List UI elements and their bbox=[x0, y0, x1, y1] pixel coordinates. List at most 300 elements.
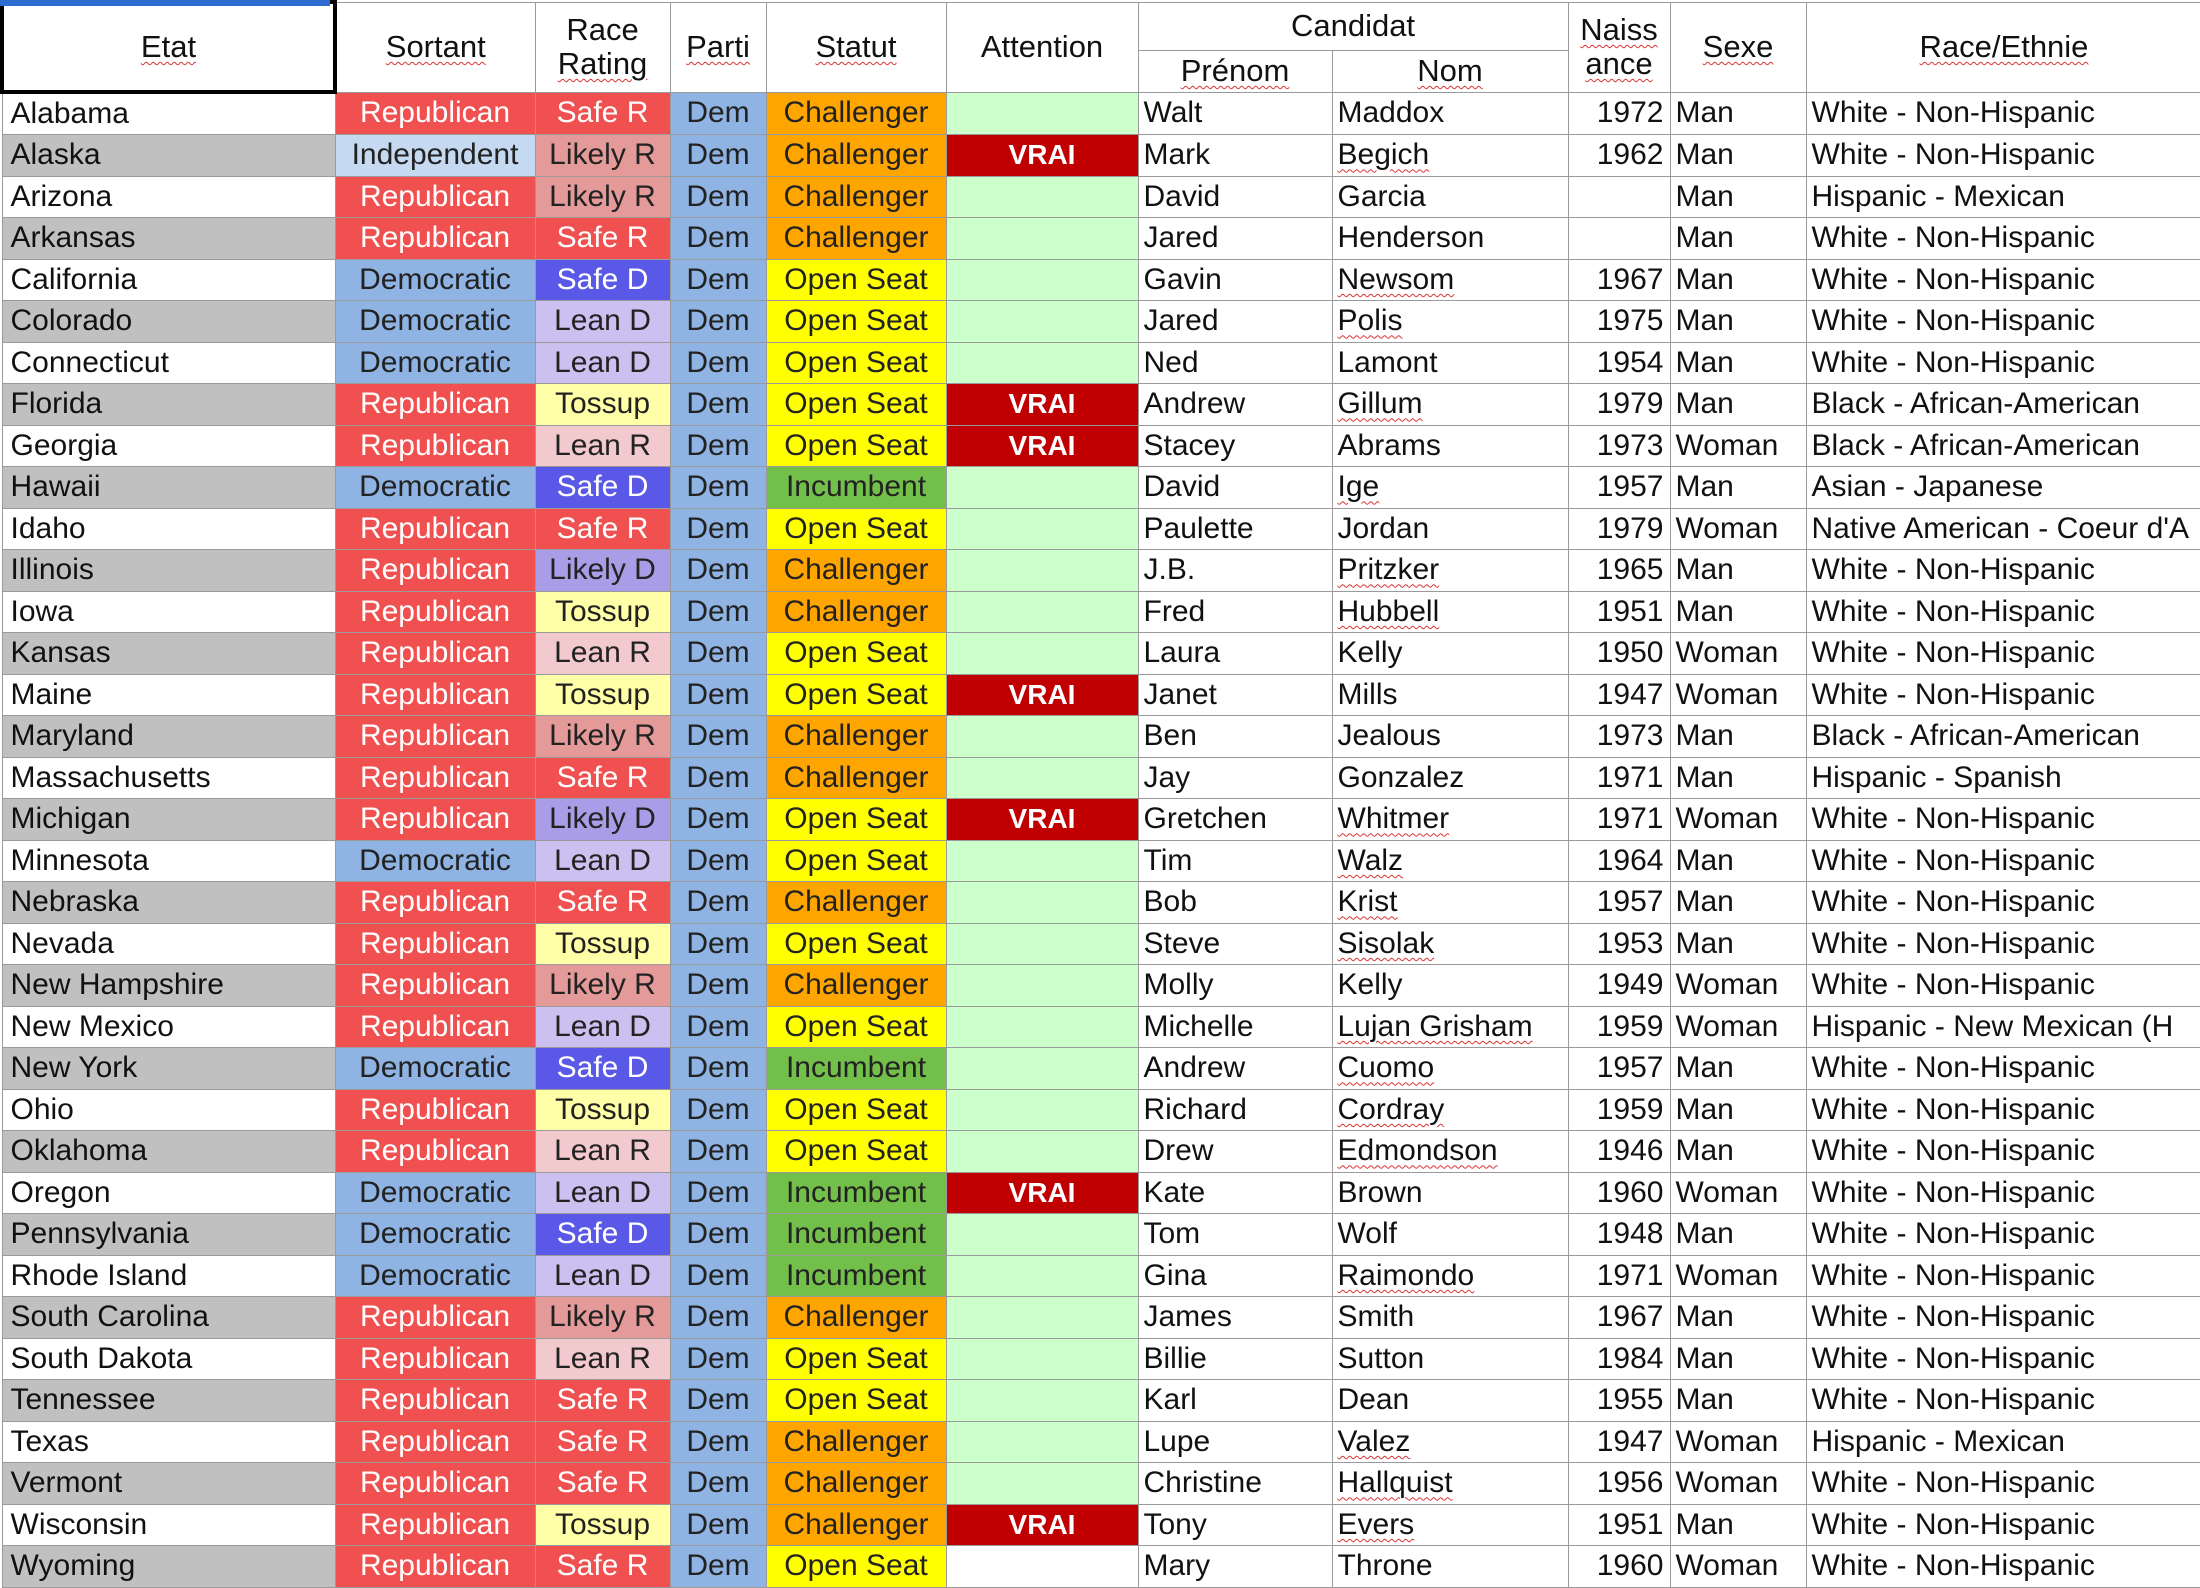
cell-race-ethnie[interactable] bbox=[1806, 923, 2200, 965]
cell-race-rating[interactable] bbox=[535, 716, 670, 758]
cell-sortant[interactable] bbox=[335, 1048, 535, 1090]
cell-nom[interactable] bbox=[1332, 840, 1568, 882]
cell-sortant[interactable] bbox=[335, 674, 535, 716]
cell-etat[interactable] bbox=[2, 508, 335, 550]
cell-race-ethnie[interactable] bbox=[1806, 1546, 2200, 1588]
cell-race-rating[interactable] bbox=[535, 425, 670, 467]
cell-sexe[interactable] bbox=[1670, 840, 1806, 882]
cell-nom[interactable] bbox=[1332, 591, 1568, 633]
cell-nom[interactable] bbox=[1332, 1048, 1568, 1090]
cell-parti[interactable] bbox=[670, 92, 766, 135]
cell-parti[interactable] bbox=[670, 799, 766, 841]
cell-statut[interactable] bbox=[766, 1297, 946, 1339]
header-sortant[interactable]: Sortant bbox=[335, 2, 535, 92]
cell-race-ethnie[interactable] bbox=[1806, 425, 2200, 467]
cell-prenom[interactable] bbox=[1138, 923, 1332, 965]
cell-attention[interactable] bbox=[946, 301, 1138, 343]
cell-race-ethnie[interactable] bbox=[1806, 218, 2200, 260]
cell-nom[interactable] bbox=[1332, 218, 1568, 260]
cell-attention[interactable] bbox=[946, 550, 1138, 592]
cell-race-rating[interactable] bbox=[535, 1089, 670, 1131]
cell-race-ethnie[interactable] bbox=[1806, 965, 2200, 1007]
header-prenom[interactable]: Prénom bbox=[1138, 50, 1332, 92]
cell-etat[interactable] bbox=[2, 882, 335, 924]
cell-race-ethnie[interactable] bbox=[1806, 716, 2200, 758]
cell-nom[interactable] bbox=[1332, 384, 1568, 426]
cell-naissance[interactable] bbox=[1568, 467, 1670, 509]
cell-naissance[interactable] bbox=[1568, 1255, 1670, 1297]
cell-etat[interactable] bbox=[2, 1380, 335, 1422]
cell-race-ethnie[interactable] bbox=[1806, 550, 2200, 592]
cell-statut[interactable] bbox=[766, 259, 946, 301]
cell-race-ethnie[interactable] bbox=[1806, 633, 2200, 675]
cell-statut[interactable] bbox=[766, 882, 946, 924]
cell-naissance[interactable] bbox=[1568, 218, 1670, 260]
cell-prenom[interactable] bbox=[1138, 591, 1332, 633]
cell-sexe[interactable] bbox=[1670, 1089, 1806, 1131]
cell-prenom[interactable] bbox=[1138, 1504, 1332, 1546]
cell-parti[interactable] bbox=[670, 965, 766, 1007]
cell-statut[interactable] bbox=[766, 1214, 946, 1256]
cell-prenom[interactable] bbox=[1138, 1338, 1332, 1380]
cell-attention[interactable] bbox=[946, 1214, 1138, 1256]
cell-sortant[interactable] bbox=[335, 384, 535, 426]
cell-race-ethnie[interactable] bbox=[1806, 1006, 2200, 1048]
cell-statut[interactable] bbox=[766, 92, 946, 135]
cell-sexe[interactable] bbox=[1670, 674, 1806, 716]
cell-etat[interactable] bbox=[2, 674, 335, 716]
cell-attention[interactable] bbox=[946, 1048, 1138, 1090]
cell-nom[interactable] bbox=[1332, 508, 1568, 550]
cell-attention[interactable] bbox=[946, 1463, 1138, 1505]
cell-attention[interactable] bbox=[946, 716, 1138, 758]
cell-naissance[interactable] bbox=[1568, 1214, 1670, 1256]
cell-parti[interactable] bbox=[670, 674, 766, 716]
cell-sortant[interactable] bbox=[335, 799, 535, 841]
cell-etat[interactable] bbox=[2, 799, 335, 841]
cell-sexe[interactable] bbox=[1670, 1006, 1806, 1048]
cell-sexe[interactable] bbox=[1670, 882, 1806, 924]
cell-sortant[interactable] bbox=[335, 508, 535, 550]
cell-attention[interactable] bbox=[946, 425, 1138, 467]
cell-nom[interactable] bbox=[1332, 1546, 1568, 1588]
cell-etat[interactable] bbox=[2, 342, 335, 384]
cell-sexe[interactable] bbox=[1670, 259, 1806, 301]
cell-parti[interactable] bbox=[670, 425, 766, 467]
cell-statut[interactable] bbox=[766, 923, 946, 965]
cell-race-ethnie[interactable] bbox=[1806, 508, 2200, 550]
cell-prenom[interactable] bbox=[1138, 799, 1332, 841]
cell-race-rating[interactable] bbox=[535, 259, 670, 301]
cell-race-rating[interactable] bbox=[535, 633, 670, 675]
cell-statut[interactable] bbox=[766, 591, 946, 633]
cell-prenom[interactable] bbox=[1138, 1172, 1332, 1214]
cell-parti[interactable] bbox=[670, 1131, 766, 1173]
cell-sortant[interactable] bbox=[335, 1421, 535, 1463]
cell-attention[interactable] bbox=[946, 923, 1138, 965]
header-race-ethnie[interactable]: Race/Ethnie bbox=[1806, 2, 2200, 92]
cell-etat[interactable] bbox=[2, 176, 335, 218]
cell-parti[interactable] bbox=[670, 1380, 766, 1422]
cell-nom[interactable] bbox=[1332, 1131, 1568, 1173]
cell-attention[interactable] bbox=[946, 1297, 1138, 1339]
cell-sortant[interactable] bbox=[335, 259, 535, 301]
cell-naissance[interactable] bbox=[1568, 633, 1670, 675]
cell-prenom[interactable] bbox=[1138, 135, 1332, 177]
header-nom[interactable]: Nom bbox=[1332, 50, 1568, 92]
cell-race-rating[interactable] bbox=[535, 508, 670, 550]
cell-race-ethnie[interactable] bbox=[1806, 799, 2200, 841]
cell-sexe[interactable] bbox=[1670, 1048, 1806, 1090]
cell-race-rating[interactable] bbox=[535, 1463, 670, 1505]
cell-etat[interactable] bbox=[2, 550, 335, 592]
cell-nom[interactable] bbox=[1332, 923, 1568, 965]
cell-sexe[interactable] bbox=[1670, 508, 1806, 550]
cell-sortant[interactable] bbox=[335, 301, 535, 343]
cell-etat[interactable] bbox=[2, 1504, 335, 1546]
cell-sortant[interactable] bbox=[335, 550, 535, 592]
cell-prenom[interactable] bbox=[1138, 633, 1332, 675]
header-parti[interactable]: Parti bbox=[670, 2, 766, 92]
cell-race-rating[interactable] bbox=[535, 1048, 670, 1090]
cell-sortant[interactable] bbox=[335, 342, 535, 384]
cell-sortant[interactable] bbox=[335, 1255, 535, 1297]
cell-statut[interactable] bbox=[766, 1338, 946, 1380]
cell-statut[interactable] bbox=[766, 840, 946, 882]
cell-naissance[interactable] bbox=[1568, 1421, 1670, 1463]
cell-race-rating[interactable] bbox=[535, 923, 670, 965]
header-statut[interactable]: Statut bbox=[766, 2, 946, 92]
cell-sexe[interactable] bbox=[1670, 384, 1806, 426]
cell-prenom[interactable] bbox=[1138, 1214, 1332, 1256]
cell-sexe[interactable] bbox=[1670, 1504, 1806, 1546]
cell-race-rating[interactable] bbox=[535, 1380, 670, 1422]
cell-race-ethnie[interactable] bbox=[1806, 674, 2200, 716]
cell-statut[interactable] bbox=[766, 1380, 946, 1422]
cell-nom[interactable] bbox=[1332, 1463, 1568, 1505]
cell-etat[interactable] bbox=[2, 840, 335, 882]
cell-naissance[interactable] bbox=[1568, 1048, 1670, 1090]
cell-statut[interactable] bbox=[766, 550, 946, 592]
cell-prenom[interactable] bbox=[1138, 467, 1332, 509]
cell-race-rating[interactable] bbox=[535, 467, 670, 509]
cell-naissance[interactable] bbox=[1568, 1338, 1670, 1380]
header-race-rating[interactable]: Race Rating bbox=[535, 2, 670, 92]
cell-prenom[interactable] bbox=[1138, 882, 1332, 924]
cell-race-rating[interactable] bbox=[535, 799, 670, 841]
cell-statut[interactable] bbox=[766, 1255, 946, 1297]
cell-statut[interactable] bbox=[766, 799, 946, 841]
cell-attention[interactable] bbox=[946, 674, 1138, 716]
cell-sexe[interactable] bbox=[1670, 1546, 1806, 1588]
cell-attention[interactable] bbox=[946, 799, 1138, 841]
cell-parti[interactable] bbox=[670, 508, 766, 550]
cell-race-ethnie[interactable] bbox=[1806, 1089, 2200, 1131]
cell-race-rating[interactable] bbox=[535, 965, 670, 1007]
cell-nom[interactable] bbox=[1332, 425, 1568, 467]
cell-attention[interactable] bbox=[946, 633, 1138, 675]
cell-naissance[interactable] bbox=[1568, 799, 1670, 841]
cell-sexe[interactable] bbox=[1670, 1463, 1806, 1505]
cell-attention[interactable] bbox=[946, 218, 1138, 260]
cell-statut[interactable] bbox=[766, 508, 946, 550]
cell-sortant[interactable] bbox=[335, 1463, 535, 1505]
cell-sexe[interactable] bbox=[1670, 633, 1806, 675]
cell-parti[interactable] bbox=[670, 923, 766, 965]
cell-prenom[interactable] bbox=[1138, 550, 1332, 592]
cell-prenom[interactable] bbox=[1138, 259, 1332, 301]
cell-sortant[interactable] bbox=[335, 92, 535, 135]
cell-prenom[interactable] bbox=[1138, 965, 1332, 1007]
cell-parti[interactable] bbox=[670, 176, 766, 218]
cell-etat[interactable] bbox=[2, 467, 335, 509]
cell-nom[interactable] bbox=[1332, 633, 1568, 675]
cell-attention[interactable] bbox=[946, 757, 1138, 799]
cell-parti[interactable] bbox=[670, 1089, 766, 1131]
cell-attention[interactable] bbox=[946, 1255, 1138, 1297]
cell-race-rating[interactable] bbox=[535, 1504, 670, 1546]
cell-race-ethnie[interactable] bbox=[1806, 757, 2200, 799]
cell-naissance[interactable] bbox=[1568, 135, 1670, 177]
cell-attention[interactable] bbox=[946, 1380, 1138, 1422]
cell-sexe[interactable] bbox=[1670, 467, 1806, 509]
cell-etat[interactable] bbox=[2, 1131, 335, 1173]
cell-etat[interactable] bbox=[2, 1255, 335, 1297]
cell-attention[interactable] bbox=[946, 1172, 1138, 1214]
cell-prenom[interactable] bbox=[1138, 301, 1332, 343]
cell-naissance[interactable] bbox=[1568, 1131, 1670, 1173]
cell-nom[interactable] bbox=[1332, 674, 1568, 716]
cell-sortant[interactable] bbox=[335, 882, 535, 924]
cell-nom[interactable] bbox=[1332, 92, 1568, 135]
cell-race-ethnie[interactable] bbox=[1806, 591, 2200, 633]
cell-etat[interactable] bbox=[2, 1463, 335, 1505]
cell-prenom[interactable] bbox=[1138, 1006, 1332, 1048]
cell-naissance[interactable] bbox=[1568, 716, 1670, 758]
cell-sortant[interactable] bbox=[335, 1504, 535, 1546]
cell-parti[interactable] bbox=[670, 1546, 766, 1588]
cell-nom[interactable] bbox=[1332, 799, 1568, 841]
cell-sexe[interactable] bbox=[1670, 1131, 1806, 1173]
cell-attention[interactable] bbox=[946, 508, 1138, 550]
cell-naissance[interactable] bbox=[1568, 965, 1670, 1007]
cell-nom[interactable] bbox=[1332, 1297, 1568, 1339]
cell-naissance[interactable] bbox=[1568, 757, 1670, 799]
cell-parti[interactable] bbox=[670, 716, 766, 758]
cell-prenom[interactable] bbox=[1138, 384, 1332, 426]
cell-sexe[interactable] bbox=[1670, 716, 1806, 758]
cell-sexe[interactable] bbox=[1670, 757, 1806, 799]
cell-etat[interactable] bbox=[2, 135, 335, 177]
cell-race-rating[interactable] bbox=[535, 591, 670, 633]
cell-sexe[interactable] bbox=[1670, 1380, 1806, 1422]
cell-race-rating[interactable] bbox=[535, 1255, 670, 1297]
cell-etat[interactable] bbox=[2, 965, 335, 1007]
cell-sortant[interactable] bbox=[335, 1131, 535, 1173]
cell-parti[interactable] bbox=[670, 591, 766, 633]
cell-parti[interactable] bbox=[670, 1006, 766, 1048]
cell-nom[interactable] bbox=[1332, 965, 1568, 1007]
cell-race-ethnie[interactable] bbox=[1806, 1172, 2200, 1214]
cell-sexe[interactable] bbox=[1670, 1172, 1806, 1214]
cell-sexe[interactable] bbox=[1670, 92, 1806, 135]
cell-race-rating[interactable] bbox=[535, 1214, 670, 1256]
cell-naissance[interactable] bbox=[1568, 301, 1670, 343]
cell-statut[interactable] bbox=[766, 135, 946, 177]
cell-parti[interactable] bbox=[670, 1504, 766, 1546]
cell-sortant[interactable] bbox=[335, 591, 535, 633]
cell-nom[interactable] bbox=[1332, 1380, 1568, 1422]
cell-nom[interactable] bbox=[1332, 550, 1568, 592]
cell-attention[interactable] bbox=[946, 176, 1138, 218]
cell-parti[interactable] bbox=[670, 633, 766, 675]
cell-prenom[interactable] bbox=[1138, 1255, 1332, 1297]
cell-etat[interactable] bbox=[2, 716, 335, 758]
cell-parti[interactable] bbox=[670, 1255, 766, 1297]
cell-etat[interactable] bbox=[2, 1421, 335, 1463]
cell-race-rating[interactable] bbox=[535, 92, 670, 135]
cell-race-ethnie[interactable] bbox=[1806, 176, 2200, 218]
cell-sortant[interactable] bbox=[335, 218, 535, 260]
cell-statut[interactable] bbox=[766, 1546, 946, 1588]
cell-etat[interactable] bbox=[2, 259, 335, 301]
cell-prenom[interactable] bbox=[1138, 218, 1332, 260]
cell-sortant[interactable] bbox=[335, 965, 535, 1007]
cell-prenom[interactable] bbox=[1138, 342, 1332, 384]
cell-prenom[interactable] bbox=[1138, 757, 1332, 799]
cell-statut[interactable] bbox=[766, 218, 946, 260]
cell-race-ethnie[interactable] bbox=[1806, 92, 2200, 135]
cell-statut[interactable] bbox=[766, 1131, 946, 1173]
cell-sortant[interactable] bbox=[335, 1546, 535, 1588]
cell-statut[interactable] bbox=[766, 1463, 946, 1505]
cell-prenom[interactable] bbox=[1138, 1421, 1332, 1463]
cell-naissance[interactable] bbox=[1568, 1297, 1670, 1339]
cell-race-rating[interactable] bbox=[535, 1421, 670, 1463]
cell-naissance[interactable] bbox=[1568, 550, 1670, 592]
cell-etat[interactable] bbox=[2, 1006, 335, 1048]
cell-naissance[interactable] bbox=[1568, 176, 1670, 218]
cell-etat[interactable] bbox=[2, 425, 335, 467]
cell-parti[interactable] bbox=[670, 467, 766, 509]
cell-prenom[interactable] bbox=[1138, 1131, 1332, 1173]
cell-sexe[interactable] bbox=[1670, 425, 1806, 467]
cell-sortant[interactable] bbox=[335, 135, 535, 177]
cell-parti[interactable] bbox=[670, 135, 766, 177]
cell-attention[interactable] bbox=[946, 1131, 1138, 1173]
cell-statut[interactable] bbox=[766, 176, 946, 218]
cell-sortant[interactable] bbox=[335, 923, 535, 965]
cell-sortant[interactable] bbox=[335, 176, 535, 218]
cell-nom[interactable] bbox=[1332, 1421, 1568, 1463]
cell-attention[interactable] bbox=[946, 1504, 1138, 1546]
cell-nom[interactable] bbox=[1332, 135, 1568, 177]
cell-race-rating[interactable] bbox=[535, 342, 670, 384]
cell-naissance[interactable] bbox=[1568, 508, 1670, 550]
cell-etat[interactable] bbox=[2, 1048, 335, 1090]
cell-race-rating[interactable] bbox=[535, 301, 670, 343]
cell-prenom[interactable] bbox=[1138, 840, 1332, 882]
cell-nom[interactable] bbox=[1332, 1006, 1568, 1048]
cell-etat[interactable] bbox=[2, 301, 335, 343]
cell-etat[interactable] bbox=[2, 1214, 335, 1256]
cell-prenom[interactable] bbox=[1138, 674, 1332, 716]
cell-etat[interactable] bbox=[2, 633, 335, 675]
cell-attention[interactable] bbox=[946, 259, 1138, 301]
cell-statut[interactable] bbox=[766, 1006, 946, 1048]
cell-sortant[interactable] bbox=[335, 1380, 535, 1422]
cell-prenom[interactable] bbox=[1138, 176, 1332, 218]
cell-race-ethnie[interactable] bbox=[1806, 342, 2200, 384]
cell-sexe[interactable] bbox=[1670, 1297, 1806, 1339]
cell-etat[interactable] bbox=[2, 1297, 335, 1339]
cell-sexe[interactable] bbox=[1670, 799, 1806, 841]
cell-race-rating[interactable] bbox=[535, 757, 670, 799]
cell-sexe[interactable] bbox=[1670, 218, 1806, 260]
header-naissance[interactable]: Naiss ance bbox=[1568, 2, 1670, 92]
cell-statut[interactable] bbox=[766, 965, 946, 1007]
cell-race-rating[interactable] bbox=[535, 674, 670, 716]
cell-race-ethnie[interactable] bbox=[1806, 1380, 2200, 1422]
cell-statut[interactable] bbox=[766, 716, 946, 758]
cell-nom[interactable] bbox=[1332, 1338, 1568, 1380]
cell-parti[interactable] bbox=[670, 301, 766, 343]
cell-race-rating[interactable] bbox=[535, 882, 670, 924]
cell-statut[interactable] bbox=[766, 467, 946, 509]
cell-statut[interactable] bbox=[766, 1048, 946, 1090]
cell-attention[interactable] bbox=[946, 384, 1138, 426]
cell-parti[interactable] bbox=[670, 840, 766, 882]
cell-parti[interactable] bbox=[670, 757, 766, 799]
header-sexe[interactable]: Sexe bbox=[1670, 2, 1806, 92]
cell-etat[interactable] bbox=[2, 923, 335, 965]
cell-race-rating[interactable] bbox=[535, 840, 670, 882]
cell-race-rating[interactable] bbox=[535, 1006, 670, 1048]
cell-statut[interactable] bbox=[766, 1089, 946, 1131]
cell-parti[interactable] bbox=[670, 218, 766, 260]
cell-etat[interactable] bbox=[2, 218, 335, 260]
cell-attention[interactable] bbox=[946, 135, 1138, 177]
cell-sexe[interactable] bbox=[1670, 923, 1806, 965]
cell-sexe[interactable] bbox=[1670, 176, 1806, 218]
cell-nom[interactable] bbox=[1332, 259, 1568, 301]
cell-prenom[interactable] bbox=[1138, 1297, 1332, 1339]
cell-sortant[interactable] bbox=[335, 1297, 535, 1339]
cell-statut[interactable] bbox=[766, 757, 946, 799]
cell-naissance[interactable] bbox=[1568, 1380, 1670, 1422]
cell-statut[interactable] bbox=[766, 1421, 946, 1463]
cell-naissance[interactable] bbox=[1568, 1504, 1670, 1546]
cell-attention[interactable] bbox=[946, 965, 1138, 1007]
cell-prenom[interactable] bbox=[1138, 425, 1332, 467]
cell-statut[interactable] bbox=[766, 633, 946, 675]
cell-parti[interactable] bbox=[670, 882, 766, 924]
cell-race-rating[interactable] bbox=[535, 1297, 670, 1339]
cell-race-ethnie[interactable] bbox=[1806, 1338, 2200, 1380]
cell-sortant[interactable] bbox=[335, 633, 535, 675]
cell-statut[interactable] bbox=[766, 384, 946, 426]
cell-etat[interactable] bbox=[2, 1338, 335, 1380]
cell-parti[interactable] bbox=[670, 1421, 766, 1463]
cell-etat[interactable] bbox=[2, 591, 335, 633]
cell-sexe[interactable] bbox=[1670, 1338, 1806, 1380]
cell-attention[interactable] bbox=[946, 342, 1138, 384]
cell-statut[interactable] bbox=[766, 425, 946, 467]
cell-naissance[interactable] bbox=[1568, 1089, 1670, 1131]
cell-statut[interactable] bbox=[766, 301, 946, 343]
cell-sortant[interactable] bbox=[335, 467, 535, 509]
cell-etat[interactable] bbox=[2, 384, 335, 426]
